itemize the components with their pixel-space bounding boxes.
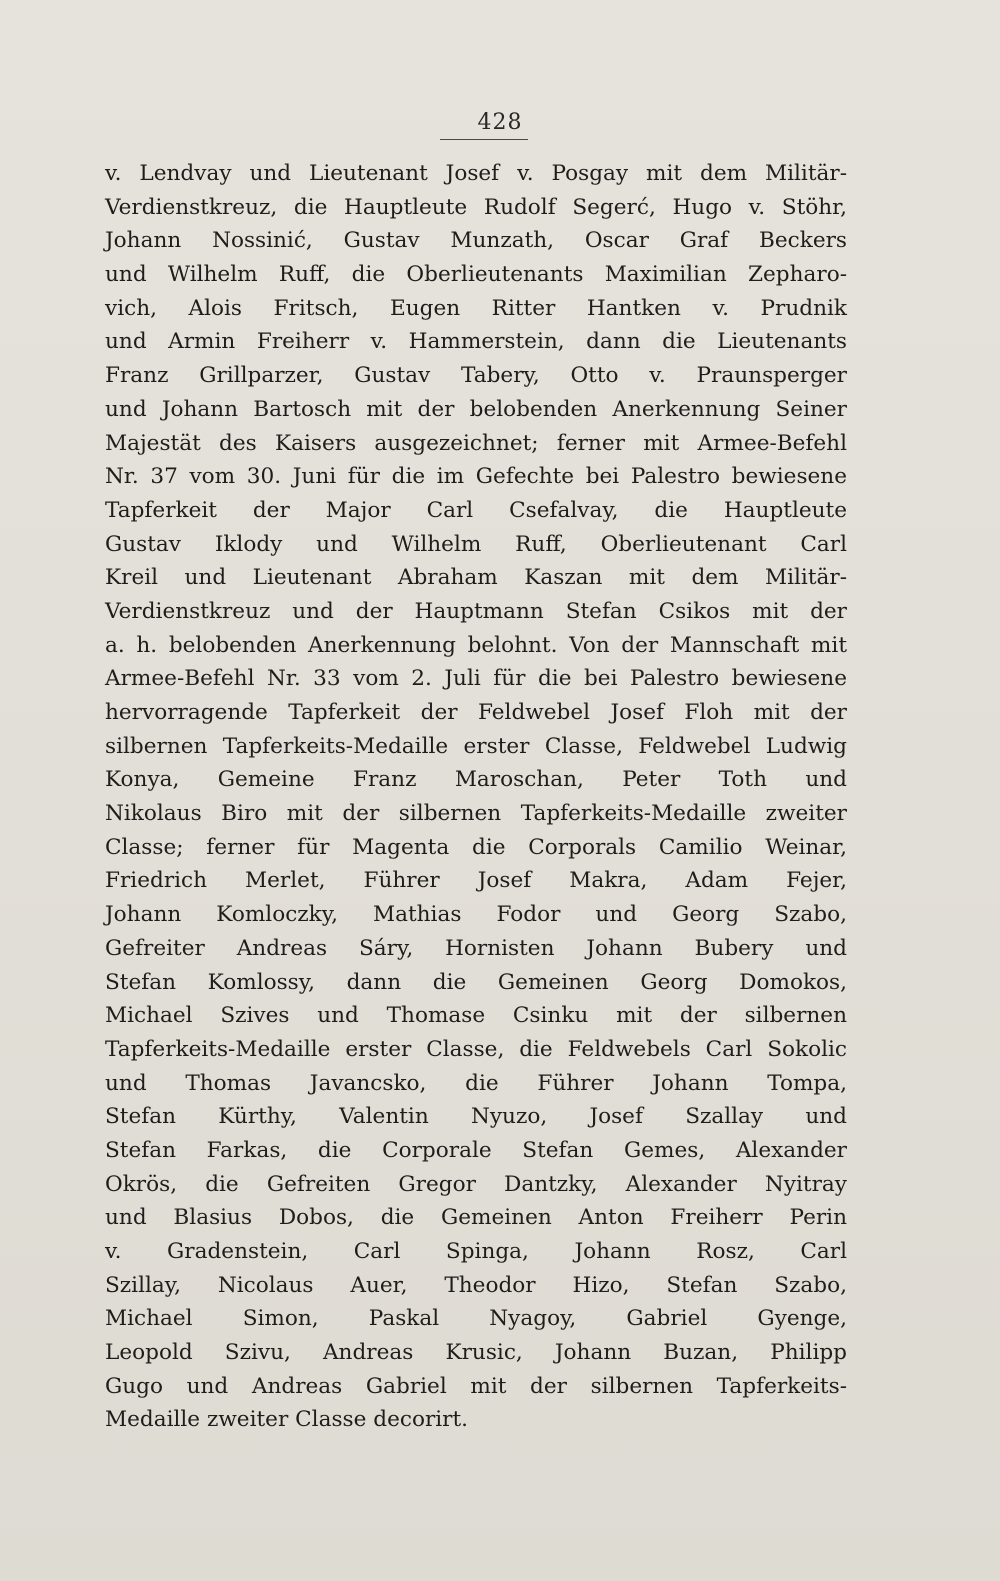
text-line: hervorragende Tapferkeit der Feldwebel Josef Floh mit der bbox=[105, 700, 847, 725]
text-line: Konya, Gemeine Franz Maroschan, Peter Toth und bbox=[105, 767, 847, 793]
text-line: Kreil und Lieutenant Abraham Kaszan mit dem Militär- bbox=[105, 565, 847, 591]
text-line: Tapferkeits-Medaille erster Classe, die Feldwebels Carl Sokolic bbox=[105, 1036, 847, 1062]
text-line: Leopold Szivu, Andreas Krusic, Johann Buzan, Philipp bbox=[105, 1340, 847, 1366]
text-line: a. h. belobenden Anerkennung belohnt. Von der Mannschaft mit bbox=[105, 632, 847, 658]
text-line: v. Lendvay und Lieutenant Josef v. Posgay mit dem Militär- bbox=[105, 161, 847, 186]
text-line: Okrös, die Gefreiten Gregor Dantzky, Alexander Nyitray bbox=[105, 1171, 847, 1197]
body-text bbox=[105, 157, 847, 1437]
text-line: v. Gradenstein, Carl Spinga, Johann Rosz, Carl bbox=[105, 1239, 847, 1264]
text-line: Johann Nossinić, Gustav Munzath, Oscar Graf Beckers bbox=[105, 228, 847, 254]
text-line: Gustav Iklody und Wilhelm Ruff, Oberlieutenant Carl bbox=[105, 531, 847, 557]
text-line: Classe; ferner für Magenta die Corporals Camilio Weinar, bbox=[105, 834, 847, 860]
text-line: vich, Alois Fritsch, Eugen Ritter Hantken v. Prudnik bbox=[105, 295, 847, 321]
page-number: 428 bbox=[477, 110, 523, 135]
text-line: und Wilhelm Ruff, die Oberlieutenants Maximilian Zepharo- bbox=[105, 262, 847, 288]
text-line: Majestät des Kaisers ausgezeichnet; ferner mit Armee-Befehl bbox=[105, 430, 847, 456]
text-line: Johann Komloczky, Mathias Fodor und Georg Szabo, bbox=[105, 902, 847, 928]
page-number-rule bbox=[440, 139, 528, 140]
text-line: silbernen Tapferkeits-Medaille erster Classe, Feldwebel Ludwig bbox=[105, 733, 847, 759]
text-line: Michael Szives und Thomase Csinku mit der silbernen bbox=[105, 1003, 847, 1029]
text-line: Szillay, Nicolaus Auer, Theodor Hizo, Stefan Szabo, bbox=[105, 1272, 847, 1298]
text-line: und Johann Bartosch mit der belobenden Anerkennung Seiner bbox=[105, 396, 847, 422]
text-line: Friedrich Merlet, Führer Josef Makra, Adam Fejer, bbox=[105, 868, 847, 894]
text-line: Stefan Kürthy, Valentin Nyuzo, Josef Szallay und bbox=[105, 1104, 847, 1130]
text-line: und Blasius Dobos, die Gemeinen Anton Freiherr Perin bbox=[105, 1205, 847, 1231]
text-line: und Armin Freiherr v. Hammerstein, dann die Lieutenants bbox=[105, 329, 847, 355]
text-line: Stefan Farkas, die Corporale Stefan Gemes, Alexander bbox=[105, 1137, 847, 1163]
text-line: Verdienstkreuz, die Hauptleute Rudolf Segerć, Hugo v. Stöhr, bbox=[105, 194, 847, 220]
text-line: Stefan Komlossy, dann die Gemeinen Georg Domokos, bbox=[105, 969, 847, 995]
text-line: Nikolaus Biro mit der silbernen Tapferkeits-Medaille zweiter bbox=[105, 801, 847, 827]
text-line: Michael Simon, Paskal Nyagoy, Gabriel Gyenge, bbox=[105, 1306, 847, 1332]
text-line: Nr. 37 vom 30. Juni für die im Gefechte bei Palestro bewiesene bbox=[105, 464, 847, 490]
text-line: Tapferkeit der Major Carl Csefalvay, die Hauptleute bbox=[105, 497, 847, 523]
text-line: Medaille zweiter Classe decorirt. bbox=[105, 1407, 469, 1433]
text-line: Gugo und Andreas Gabriel mit der silbernen Tapferkeits- bbox=[105, 1373, 847, 1399]
text-line: Verdienstkreuz und der Hauptmann Stefan Csikos mit der bbox=[105, 598, 847, 624]
text-line: Franz Grillparzer, Gustav Tabery, Otto v. Praunsperger bbox=[105, 363, 847, 389]
text-line: Armee-Befehl Nr. 33 vom 2. Juli für die bei Palestro bewiesene bbox=[105, 666, 847, 692]
text-line: Gefreiter Andreas Sáry, Hornisten Johann Bubery und bbox=[105, 935, 847, 961]
text-line: und Thomas Javancsko, die Führer Johann Tompa, bbox=[105, 1070, 847, 1096]
